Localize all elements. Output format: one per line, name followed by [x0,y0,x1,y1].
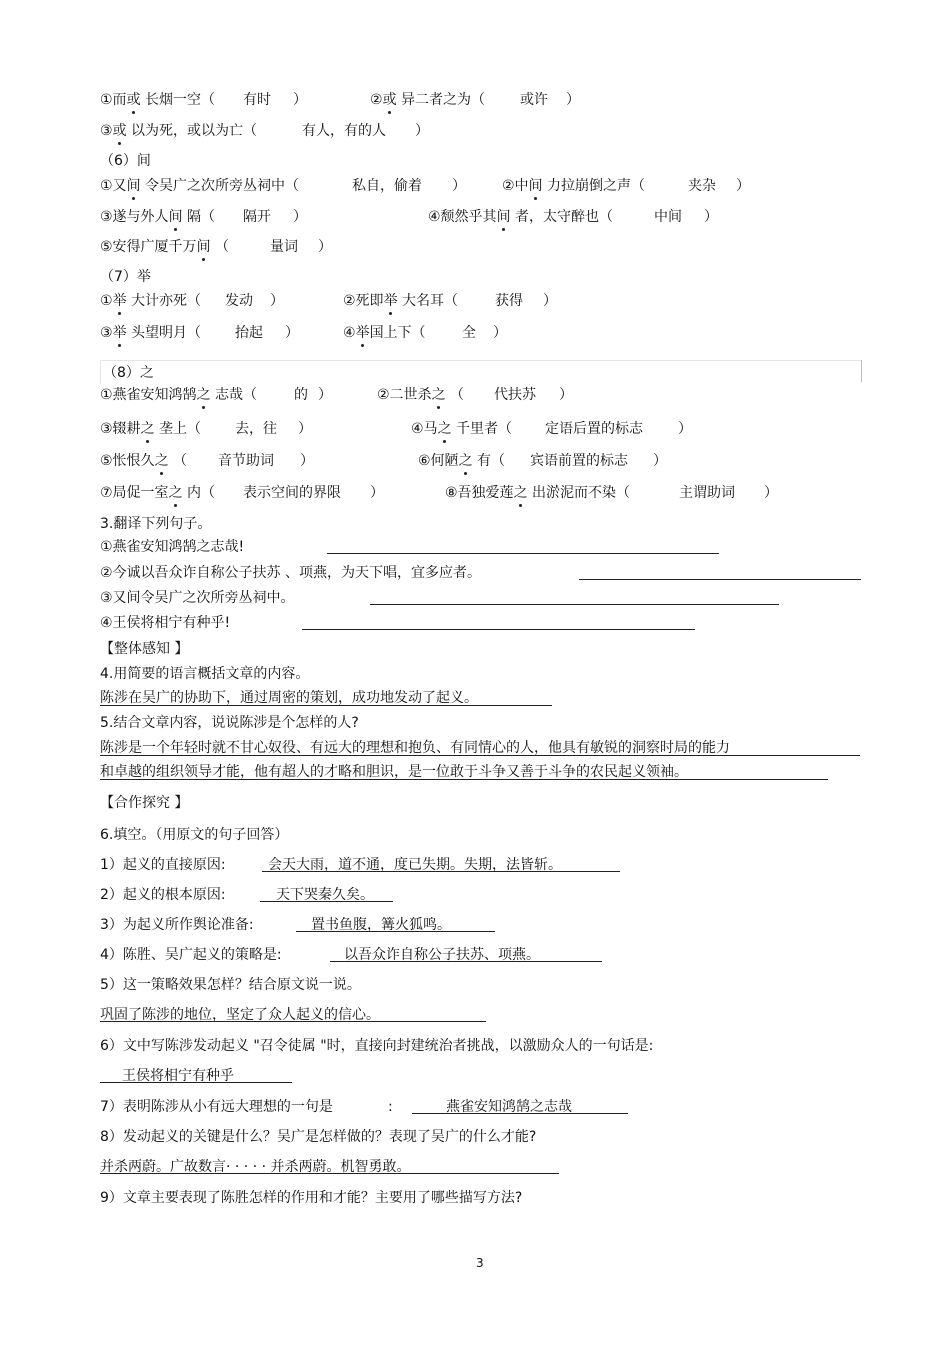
q6-underline-1 [262,871,620,872]
huo-answer-1: 有时 [243,92,271,108]
answer-5-underline-1 [100,755,860,756]
q6-underline-3 [296,931,495,932]
answer-5-line-2: 和卓越的组织领导才能，他有超人的才略和胆识，是一位敢于斗争又善于斗争的农民起义领袖。 [100,764,688,780]
ju-close-3: ） [285,325,299,341]
translate-title: 3.翻译下列句子。 [100,516,212,532]
translate-blank-3[interactable] [370,604,779,605]
zhi-answer-3: 去，往 [235,421,277,437]
huo-close-1: ） [293,92,307,108]
q6-item-5: 5）这一策略效果怎样？结合原文说一说。 [100,977,361,993]
jian-close-1: ） [452,178,466,194]
q6-answer-8: 并杀两蔚。广故数言· · · · · 并杀两蔚。机智勇敢。 [100,1159,411,1175]
q6-answer-3: 置书鱼腹，篝火狐鸣。 [311,917,451,933]
zhi-item-7: ⑦局促一室之 内（ [100,485,216,501]
zhi-item-3: ③辍耕之 垄上（ [100,421,202,437]
answer-4-underline [100,705,552,706]
translate-blank-2[interactable] [579,579,861,580]
q6-item-1: 1）起义的直接原因: [100,857,226,873]
q6-item-2: 2）起义的根本原因: [100,887,226,903]
jian-item-2: ②中间 力拉崩倒之声（ [502,178,646,194]
jian-close-2: ） [736,178,750,194]
jian-close-5: ） [318,239,332,255]
q6-underline-8 [100,1173,559,1174]
zhi-answer-5: 音节助词 [218,453,274,469]
ju-heading: （7）举 [100,269,151,285]
jian-item-1: ①又间 令吴广之次所旁丛祠中（ [100,178,300,194]
table-border-top [100,360,861,361]
ju-close-1: ） [270,293,284,309]
q6-underline-6 [100,1082,292,1083]
translate-sentence-4: ④王侯将相宁有种乎! [100,615,231,631]
zhi-close-3: ） [298,421,312,437]
jian-answer-5: 量词 [270,239,298,255]
question-4: 4.用简要的语言概括文章的内容。 [100,666,310,682]
q6-answer-6: 王侯将相宁有种乎 [122,1068,234,1084]
question-6: 6.填空。（用原文的句子回答） [100,827,289,843]
ju-close-2: ） [543,293,557,309]
zhi-answer-2: 代扶苏 [494,387,536,403]
overall-heading: 【整体感知 】 [100,641,189,657]
translate-sentence-1: ①燕雀安知鸿鹄之志哉! [100,539,245,555]
answer-5-line-1: 陈涉是一个年轻时就不甘心奴役、有远大的理想和抱负、有同情心的人，他具有敏锐的洞察时局的能力 [100,740,730,756]
huo-item-2: ②或 异二者之为（ [370,92,486,108]
zhi-item-2: ②二世杀之 （ [377,387,465,403]
zhi-close-7: ） [370,485,384,501]
huo-close-3: ） [415,123,429,139]
q6-item-6: 6）文中写陈涉发动起义 "召令徒属 "时，直接向封建统治者挑战，以激励众人的一句话是: [100,1038,654,1054]
ju-item-3: ③举 头望明月（ [100,325,202,341]
jian-answer-4: 中间 [654,209,682,225]
jian-answer-3: 隔开 [243,209,271,225]
zhi-item-8: ⑧吾独爱莲之 出淤泥而不染（ [445,485,631,501]
zhi-answer-8: 主谓助词 [679,485,735,501]
ju-close-4: ） [493,325,507,341]
translate-blank-1[interactable] [327,553,719,554]
jian-heading: （6）间 [100,153,151,169]
ju-item-4: ④举国上下（ [343,325,426,341]
jian-item-3: ③遂与外人间 隔（ [100,209,216,225]
zhi-item-5: ⑤怅恨久之 （ [100,453,188,469]
jian-answer-2: 夹杂 [688,178,716,194]
q6-colon-7: : [388,1099,393,1115]
q6-answer-2: 天下哭秦久矣。 [276,887,374,903]
zhi-close-2: ） [559,387,573,403]
q6-underline-7 [412,1113,628,1114]
ju-answer-4: 全 [462,325,476,341]
q6-item-4: 4）陈胜、吴广起义的策略是: [100,947,282,963]
q6-underline-2 [260,901,393,902]
q6-answer-4: 以吾众诈自称公子扶苏、项燕。 [344,947,540,963]
ju-item-1: ①举 大计亦死（ [100,293,202,309]
translate-sentence-2: ②今诚以吾众诈自称公子扶苏 、项燕，为天下唱，宜多应者。 [100,565,481,581]
ju-item-2: ②死即举 大名耳（ [343,293,459,309]
zhi-close-5: ） [300,453,314,469]
ju-answer-1: 发动 [225,293,253,309]
q6-underline-4 [330,961,602,962]
zhi-close-1: ） [318,387,332,403]
zhi-heading: （8）之 [103,365,154,381]
zhi-item-1: ①燕雀安知鸿鹄之 志哉（ [100,387,258,403]
page-number: 3 [476,1256,484,1270]
question-5: 5.结合文章内容，说说陈涉是个怎样的人? [100,715,359,731]
huo-item-3: ③或 以为死，或以为亡（ [100,123,258,139]
ju-answer-3: 抬起 [235,325,263,341]
q6-underline-5 [100,1021,486,1022]
jian-item-4: ④颓然乎其间 者，太守醉也（ [428,209,614,225]
answer-5-underline-2 [100,779,828,780]
q6-item-8: 8）发动起义的关键是什么？吴广是怎样做的？表现了吴广的什么才能? [100,1129,537,1145]
translate-sentence-3: ③又间令吴广之次所旁丛祠中。 [100,590,295,606]
q6-item-7: 7）表明陈涉从小有远大理想的一句是 [100,1099,333,1115]
zhi-close-6: ） [653,453,667,469]
huo-item-1: ①而或 长烟一空（ [100,92,216,108]
zhi-close-4: ） [678,421,692,437]
huo-answer-3: 有人，有的人 [302,123,386,139]
q6-item-3: 3）为起义所作舆论准备: [100,917,254,933]
table-border-right [861,360,862,382]
q6-answer-5: 巩固了陈涉的地位，坚定了众人起义的信心。 [100,1007,380,1023]
table-border-left [100,360,101,384]
zhi-close-8: ） [764,485,778,501]
jian-item-5: ⑤安得广厦千万间 （ [100,239,230,255]
q6-item-9: 9）文章主要表现了陈胜怎样的作用和才能？主要用了哪些描写方法? [100,1190,523,1206]
zhi-answer-4: 定语后置的标志 [545,421,643,437]
zhi-answer-1: 的 [294,387,308,403]
jian-answer-1: 私自，偷着 [352,178,422,194]
zhi-item-6: ⑥何陋之 有（ [418,453,506,469]
ju-answer-2: 获得 [495,293,523,309]
huo-answer-2: 或许 [520,92,548,108]
translate-blank-4[interactable] [302,629,695,630]
jian-close-4: ） [704,209,718,225]
jian-close-3: ） [293,209,307,225]
explore-heading: 【合作探究 】 [100,795,189,811]
huo-close-2: ） [566,92,580,108]
zhi-answer-7: 表示空间的界限 [243,485,341,501]
zhi-answer-6: 宾语前置的标志 [530,453,628,469]
answer-4: 陈涉在吴广的协助下，通过周密的策划，成功地发动了起义。 [100,690,478,706]
q6-answer-7: 燕雀安知鸿鹄之志哉 [446,1099,572,1115]
q6-answer-1: 会天大雨，道不通，度已失期。失期，法皆斩。 [268,857,562,873]
zhi-item-4: ④马之 千里者（ [411,421,513,437]
